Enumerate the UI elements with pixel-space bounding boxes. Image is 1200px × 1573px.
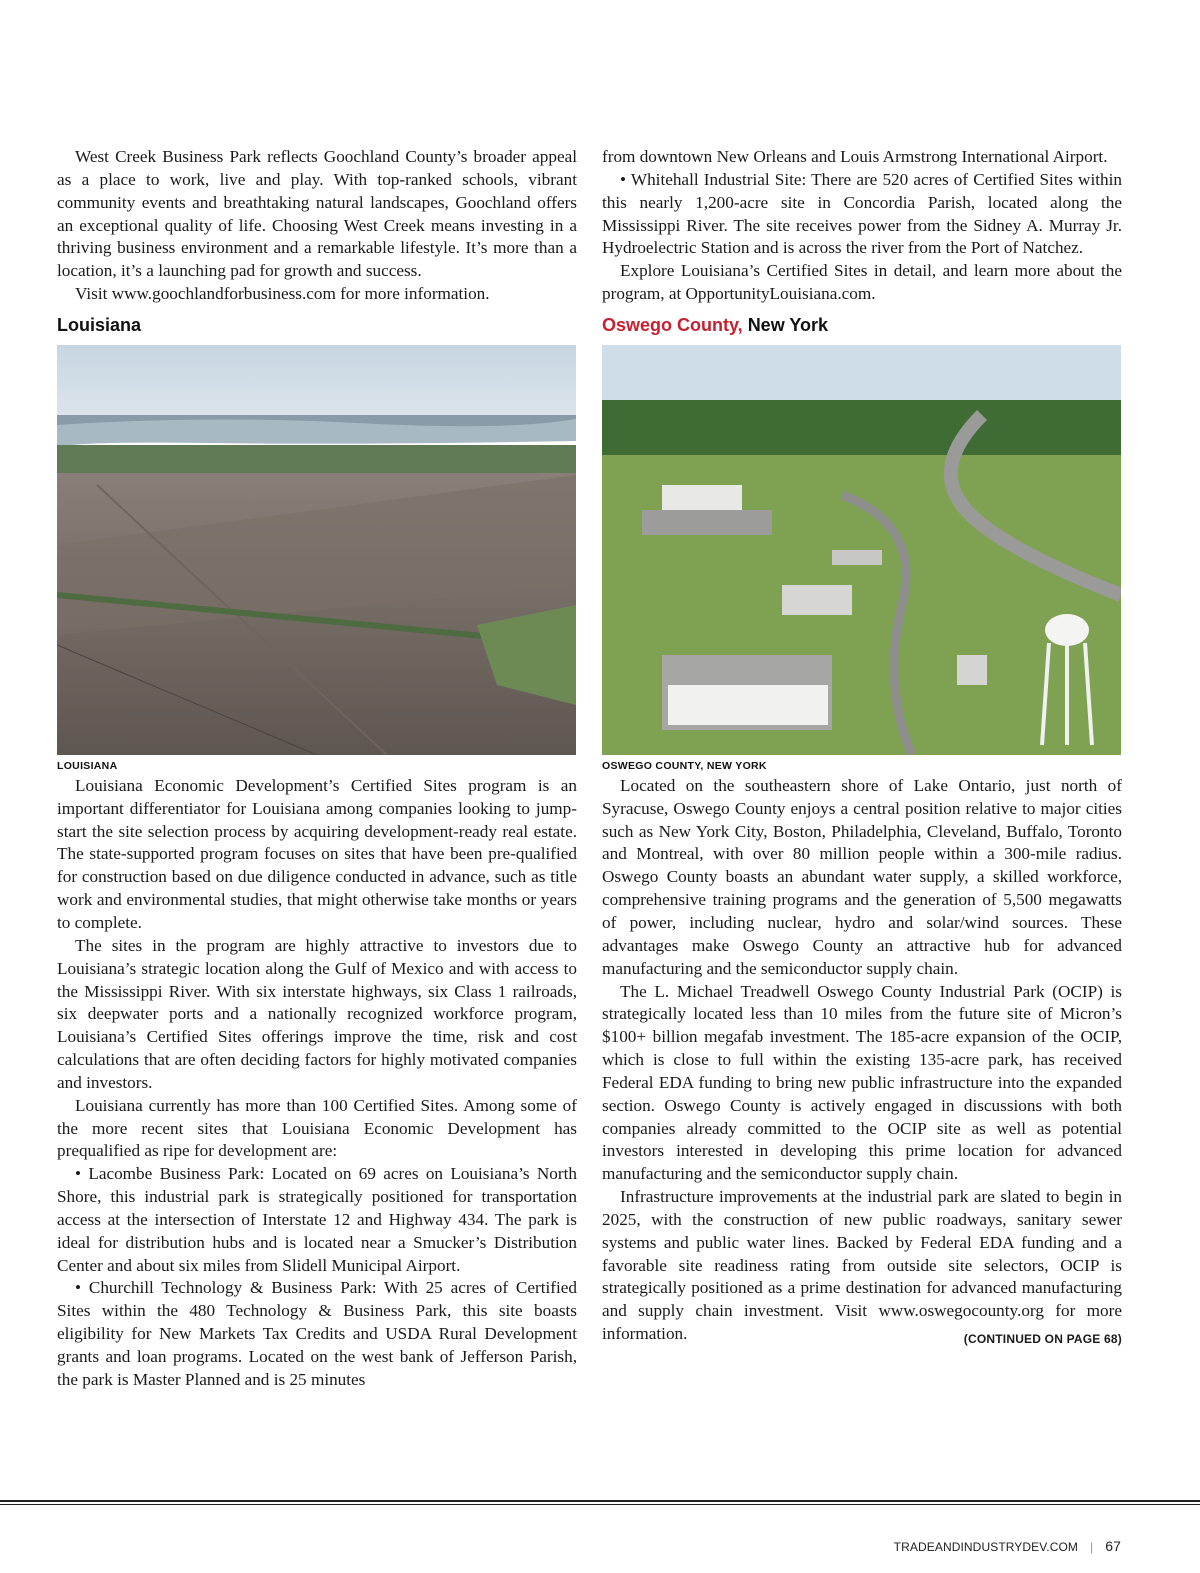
paragraph: West Creek Business Park reflects Goochland County’s broader appeal as a place to work, live and play. With top-ranked schools, vibrant community events and breathtaking natural landscapes, Goochland offers an exceptional quality of life. Choosing West Creek means investing in a thriving business environment and a remarkable lifestyle. It’s more than a location, it’s a launching pad for growth and success. <box>57 147 577 281</box>
footer-rule <box>0 1500 1200 1502</box>
oswego-aerial-image <box>602 345 1121 755</box>
louisiana-photo <box>57 345 576 755</box>
section-heading-louisiana: Louisiana <box>57 314 142 335</box>
paragraph: from downtown New Orleans and Louis Armstrong International Airport. <box>602 147 1108 166</box>
paragraph: • Whitehall Industrial Site: There are 520 acres of Certified Sites within this nearly 1,200-acre site in Concordia Parish, located along the Mississippi River. The site receives power from the Sidney A. Murray Jr. Hydroelectric Station and is across the river from the Port of Natchez. <box>602 169 1122 258</box>
photo-caption: LOUISIANA <box>57 759 118 772</box>
continued-note: (CONTINUED ON PAGE 68) <box>963 1332 1122 1347</box>
paragraph <box>602 1186 1122 1346</box>
paragraph: • Lacombe Business Park: Located on 69 acres on Louisiana’s North Shore, this industrial park is strategically positioned for transportation access at the intersection of Interstate 12 and Highway 434. The park is ideal for distribution hubs and is located near a Smucker’s Distribution Center and about six miles from Slidell Municipal Airport. <box>57 1164 577 1275</box>
page-footer <box>894 1538 1121 1554</box>
paragraph: Located on the southeastern shore of Lake Ontario, just north of Syracuse, Oswego County enjoys a central position relative to major cities such as New York City, Boston, Philadelphia, Cleveland, Buffalo, Toronto and Montreal, with over 80 million people within a 300-mile radius. Oswego County boasts an abundant water supply, a skilled workforce, comprehensive training programs and the generation of 5,500 megawatts of power, including nuclear, hydro and solar/wind sources. These advantages make Oswego County an attractive hub for advanced manufacturing and the semiconductor supply chain. <box>602 775 1122 978</box>
paragraph: Explore Louisiana’s Certified Sites in detail, and learn more about the program, at OpportunityLouisiana.com. <box>602 261 1122 304</box>
paragraph: The L. Michael Treadwell Oswego County Industrial Park (OCIP) is strategically located less than 10 miles from the future site of Micron’s $100+ billion megafab investment. The 185-acre expansion of the OCIP, which is close to full within the existing 135-acre park, has received Federal EDA funding to bring new public infrastructure into the expanded section. Oswego County is actively engaged in discussions with both companies already committed to the OCIP site as well as potential investors interested in developing this prime location for advanced manufacturing and the semiconductor supply chain. <box>602 981 1122 1184</box>
louisiana-aerial-image <box>57 345 576 755</box>
footer-rule-thin <box>0 1504 1200 1505</box>
heading-state: New York <box>747 314 829 335</box>
right-column <box>602 146 1122 1351</box>
photo-caption: OSWEGO COUNTY, NEW YORK <box>602 759 767 772</box>
paragraph-text: Infrastructure improvements at the industrial park are slated to begin in 2025, with the construction of new public roadways, sanitary sewer systems and public water lines. Backed by Federal EDA funding and a favorable site readiness rating from outside site selectors, OCIP is strategically positioned as a prime destination for advanced manufacturing and supply chain investment. Visit www.oswegocounty.org for more information. <box>602 1187 1122 1344</box>
paragraph: Louisiana Economic Development’s Certified Sites program is an important differentiator for Louisiana among companies looking to jump-start the site selection process by acquiring development-ready real estate. The state-supported program focuses on sites that have been pre-qualified for construction based on due diligence conducted in advance, such as title work and environmental studies, that might otherwise take months or years to complete. <box>57 775 577 932</box>
paragraph: Visit www.goochlandforbusiness.com for more information. <box>75 284 490 304</box>
footer-separator: | <box>1090 1540 1094 1554</box>
heading-county: Oswego County, <box>602 314 743 335</box>
page-number: 67 <box>1105 1538 1121 1554</box>
paragraph: • Churchill Technology & Business Park: With 25 acres of Certified Sites within the 480 Technology & Business Park, this site boasts eligibility for New Markets Tax Credits and USDA Rural Development grants and loan programs. Located on the west bank of Jefferson Parish, the park is Master Planned and is 25 minutes <box>57 1278 577 1389</box>
paragraph: The sites in the program are highly attractive to investors due to Louisiana’s strategic location along the Gulf of Mexico and with access to the Mississippi River. With six interstate highways, six Class 1 railroads, six deepwater ports and a nationally recognized workforce program, Louisiana’s Certified Sites offerings improve the time, risk and cost calculations that are often deciding factors for highly motivated companies and investors. <box>57 935 577 1092</box>
paragraph: Louisiana currently has more than 100 Certified Sites. Among some of the more recent sites that Louisiana Economic Development has prequalified as ripe for development are: <box>57 1095 577 1161</box>
footer-site: TRADEANDINDUSTRYDEV.COM <box>893 1540 1078 1554</box>
left-column <box>57 146 577 1392</box>
section-heading-oswego <box>602 314 1122 336</box>
oswego-photo <box>602 345 1121 755</box>
